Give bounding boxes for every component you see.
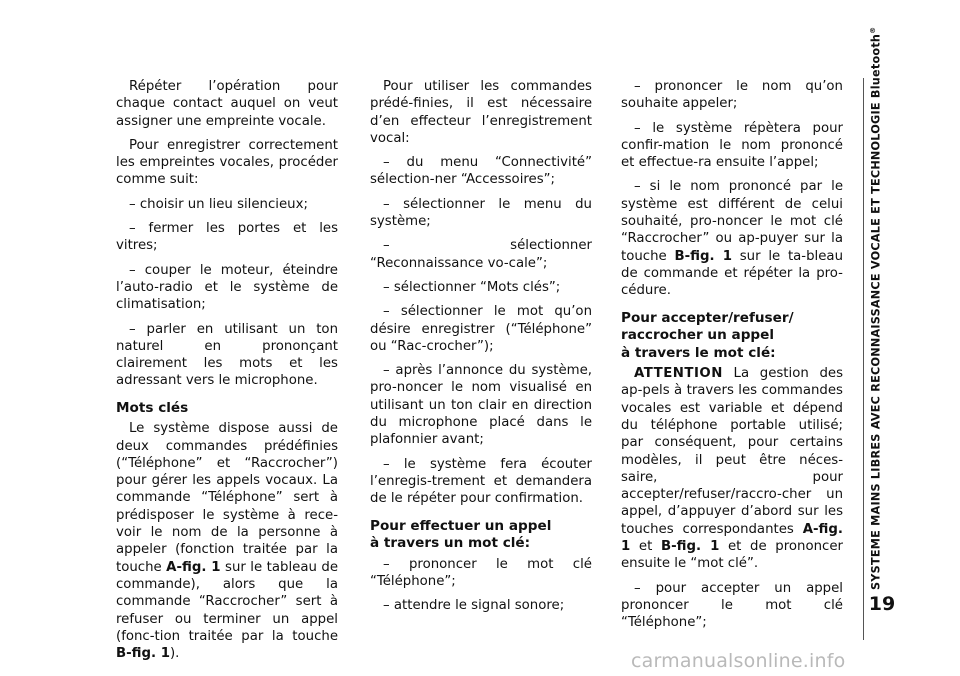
figure-reference: B-fig. 1 bbox=[660, 539, 720, 555]
list-item: – fermer les portes et les vitres; bbox=[116, 221, 338, 254]
list-item: – le système répètera pour confir-mation le nom prononcé et effectue-ra ensuite l’appel; bbox=[621, 120, 843, 171]
chapter-title: SYSTEME MAINS LIBRES AVEC RECONNAISSANCE VOCALE ET TECHNOLOGIE Bluetooth® bbox=[869, 26, 883, 590]
list-item: – du menu “Connectivité” sélection-ner “Accessoires”; bbox=[370, 155, 592, 188]
section-heading-effectuer-appel: Pour effectuer un appel à travers un mot clé: bbox=[370, 517, 552, 552]
list-item: – sélectionner le menu du système; bbox=[370, 196, 592, 230]
list-item: – parler en utilisant un ton naturel en prononçant clairement les mots et les adressant vers le microphone. bbox=[116, 321, 338, 389]
list-item: – après l’annonce du système, pro-noncer le nom visualisé en utilisant un ton clair en direction du microphone placé dans le plafonnier avant; bbox=[370, 363, 592, 448]
list-item: – sélectionner “Reconnaissance vo-cale”; bbox=[370, 238, 592, 271]
figure-reference: B-fig. 1 bbox=[116, 646, 170, 662]
list-item: – choisir un lieu silencieux; bbox=[129, 196, 308, 212]
figure-reference: A-fig. 1 bbox=[166, 559, 221, 575]
attention-label: ATTENTION bbox=[634, 366, 723, 382]
page-number: 19 bbox=[868, 593, 896, 615]
text-column-3 bbox=[621, 78, 843, 639]
figure-reference: A-fig. 1 bbox=[621, 521, 843, 555]
list-item: – attendre le signal sonore; bbox=[383, 598, 565, 614]
list-item: – couper le moteur, éteindre l’auto-radio et le système de climatisation; bbox=[116, 262, 338, 313]
list-item: – pour accepter un appel prononcer le mot clé “Téléphone”; bbox=[621, 580, 843, 631]
text-column-2 bbox=[370, 78, 592, 621]
watermark: carmanualsonline.info bbox=[631, 650, 846, 672]
paragraph: Pour enregistrer correctement les empreintes vocales, procéder comme suit: bbox=[116, 137, 338, 188]
list-item: – si le nom prononcé par le système est différent de celui souhaité, pro-noncer le mot clé “Raccrocher” ou ap-puyer sur la touche B-fig. 1 sur le ta-bleau de commande et répéter la pro-cédure. bbox=[621, 179, 843, 299]
section-heading-mots-cles: Mots clés bbox=[116, 399, 189, 416]
paragraph: Le système dispose aussi de deux commandes prédéfinies (“Téléphone” et “Raccrocher”) pour gérer les appels vocaux. La commande “Téléphone” sert à prédisposer le système à rece-voir le nom de la personne à appeler (fonction traitée par la touche A-fig. 1 sur le tableau de commande), alors que la commande “Raccrocher” sert à refuser ou terminer un appel (fonc-tion traitée par la touche B-fig. 1). bbox=[116, 421, 339, 662]
paragraph: Répéter l’opération pour chaque contact auquel on veut assigner une empreinte vocale. bbox=[116, 79, 338, 129]
list-item: – sélectionner “Mots clés”; bbox=[383, 279, 561, 295]
text-column-1 bbox=[116, 78, 338, 669]
list-item: – prononcer le mot clé “Téléphone”; bbox=[370, 556, 592, 589]
list-item: – le système fera écouter l’enregis-trement et demandera de le répéter pour confirmation. bbox=[370, 456, 592, 507]
figure-reference: B-fig. 1 bbox=[674, 248, 732, 264]
section-heading-accepter-refuser: Pour accepter/refuser/ raccrocher un appel à travers le mot clé: bbox=[621, 309, 794, 361]
list-item: – sélectionner le mot qu’on désire enregistrer (“Téléphone” ou “Rac-crocher”); bbox=[370, 304, 592, 354]
list-item: – prononcer le nom qu’on souhaite appeler; bbox=[621, 79, 843, 112]
paragraph: Pour utiliser les commandes prédé-finies, il est nécessaire d’en effecteur l’enregistrement vocal: bbox=[370, 79, 592, 146]
paragraph: ATTENTION La gestion des ap-pels à travers les commandes vocales est variable et dépend du téléphone portable utilisé; par conséquent, pour certains modèles, il peut être néces-saire, pour accepter/refuser/raccro-cher un appel, d’appuyer d’abord sur les touches correspondantes A-fig. 1 et B-fig. 1 et de prononcer ensuite le “mot clé”. bbox=[621, 366, 843, 572]
